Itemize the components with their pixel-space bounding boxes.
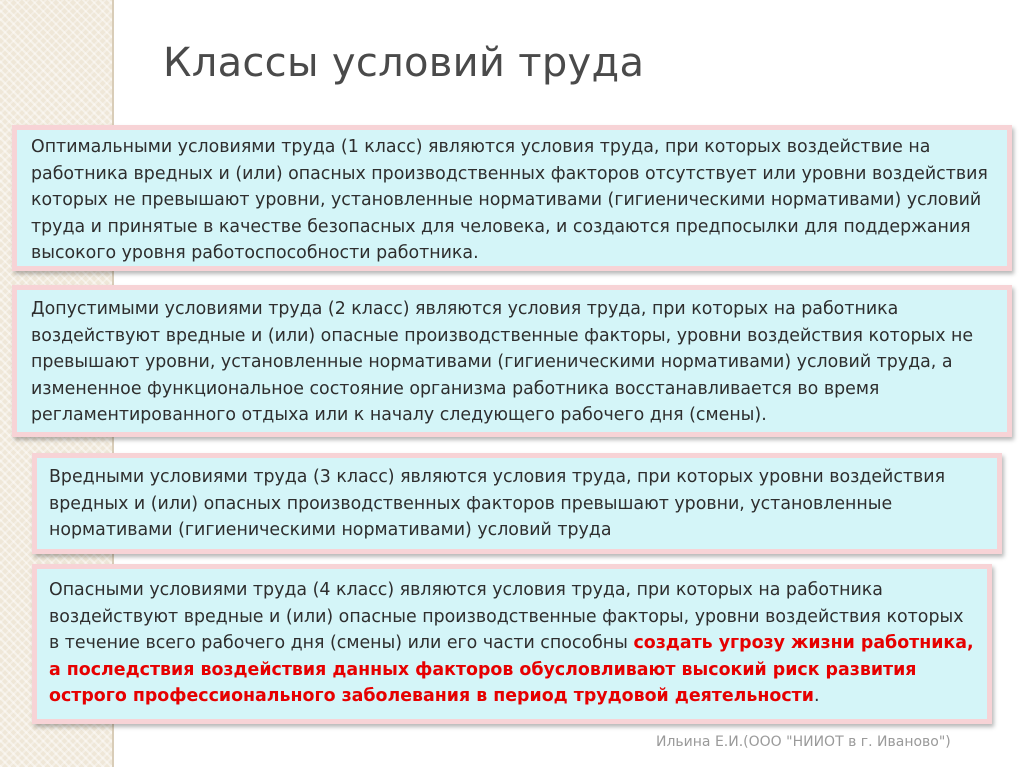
class-4-text-start: Опасными условиями труда (4 класс) являются условия труда, при которых на работника воздействуют вредные и (или) опасные производственные факторы, уровни воздействия которых в течение всего рабочего дня (смены) или его части способны	[49, 580, 964, 653]
footer-author: Ильина Е.И.(ООО "НИИОТ в г. Иваново")	[656, 734, 951, 750]
class-4-card	[32, 564, 992, 724]
class-3-card	[32, 453, 1002, 554]
class-2-text: Допустимыми условиями труда (2 класс) являются условия труда, при которых на работника воздействуют вредные и (или) опасные производственные факторы, уровни воздействия которых не превышают уровни, установленные нормативами (гигиеническими нормативами) условий труда, а измененное функциональное состояние организма работника восстанавливается во время регламентированного отдыха или к началу следующего рабочего дня (смены).	[31, 299, 974, 425]
class-4-text	[49, 577, 975, 710]
class-4-text-end: .	[813, 686, 820, 706]
class-1-text: Оптимальными условиями труда (1 класс) являются условия труда, при которых воздействие на работника вредных и (или) опасных производственных факторов отсутствует или уровни воздействия которых не превышают уровни, установленные нормативами (гигиеническими нормативами) условий труда и принятые в качестве безопасных для человека, и создаются предпосылки для поддержания высокого уровня работоспособности работника.	[31, 137, 988, 263]
class-3-text: Вредными условиями труда (3 класс) являются условия труда, при которых уровни воздействия вредных и (или) опасных производственных факторов превышают уровни, установленные нормативами (гигиеническими нормативами) условий труда	[49, 467, 946, 540]
class-2-card	[12, 285, 1012, 437]
class-1-card	[12, 125, 1012, 271]
class-4-warning-text: создать угрозу жизни работника, а последствия воздействия данных факторов обусловливают высокий риск развития острого профессионального заболевания в период трудовой деятельности	[49, 633, 974, 706]
slide-title: Классы условий труда	[163, 40, 645, 86]
